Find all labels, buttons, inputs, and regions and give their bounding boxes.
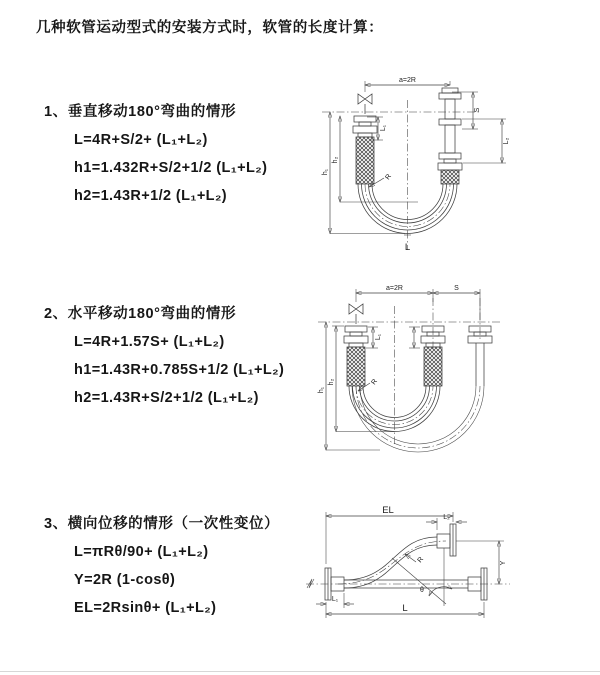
- valve-icon: [358, 94, 372, 114]
- section-horizontal-bend: [44, 304, 284, 412]
- dim-label-l2: L₂: [503, 137, 510, 145]
- section-3-formulas: [74, 538, 279, 622]
- radius-label: R: [416, 555, 426, 565]
- dim-label-l1: L₁: [380, 124, 387, 132]
- dim-label-l1: L₁: [331, 596, 339, 603]
- formula-h2: h2=1.43R+S/2+1/2 (L₁+L₂): [74, 390, 259, 406]
- dim-label-y: Y: [500, 560, 507, 566]
- section-2-heading: 2、水平移动180°弯曲的情形: [44, 306, 237, 322]
- dim-label-l: L: [402, 603, 408, 614]
- formula-length: L=πRθ/90+ (L₁+L₂): [74, 544, 209, 560]
- diagram-horizontal-bend: [310, 282, 592, 464]
- right-pipe-fitting: [438, 88, 462, 184]
- angle-construction: [392, 548, 452, 606]
- dim-label-l2: L₂: [443, 514, 450, 521]
- left-pipe-fitting: [353, 116, 377, 184]
- centerline-break-mark: [307, 579, 314, 588]
- dim-label-h2: h₂: [328, 378, 335, 386]
- page-title: 几种软管运动型式的安装方式时，软管的长度计算：: [36, 20, 384, 36]
- dim-label-s: S: [454, 285, 459, 292]
- formula-h1: h1=1.43R+0.785S+1/2 (L₁+L₂): [74, 362, 285, 378]
- formula-h2: h2=1.43R+1/2 (L₁+L₂): [74, 188, 228, 204]
- formula-h1: h1=1.432R+S/2+1/2 (L₁+L₂): [74, 160, 268, 176]
- dim-label-a2r: a=2R: [386, 285, 403, 292]
- formula-length: L=4R+1.57S+ (L₁+L₂): [74, 334, 225, 350]
- diagram-lateral-displacement: [298, 496, 600, 654]
- angle-label: θ: [420, 587, 424, 594]
- dim-label-el: EL: [382, 505, 394, 516]
- radius-label: R: [384, 173, 394, 182]
- section-lateral-displacement: [44, 514, 279, 622]
- section-2-formulas: [74, 328, 284, 412]
- section-vertical-bend: [44, 102, 267, 210]
- page-bottom-edge: [0, 671, 600, 672]
- dim-label-l1: L₁: [375, 333, 382, 341]
- section-1-heading: 1、垂直移动180°弯曲的情形: [44, 104, 237, 120]
- dim-label-h1: h₁: [322, 168, 329, 176]
- section-3-heading: 3、横向位移的情形（一次性变位）: [44, 516, 280, 532]
- formula-el: EL=2Rsinθ+ (L₁+L₂): [74, 600, 217, 616]
- dim-label-h1: h₁: [318, 386, 325, 394]
- formula-length: L=4R+S/2+ (L₁+L₂): [74, 132, 208, 148]
- valve-icon: [349, 304, 363, 324]
- dim-label-a2r: a=2R: [399, 77, 416, 84]
- left-pipe-fitting: [344, 326, 368, 386]
- length-label: L: [404, 242, 411, 253]
- diagram-vertical-bend: [310, 72, 592, 258]
- dim-label-s: S: [474, 107, 481, 113]
- hose-straight-position: [344, 580, 468, 588]
- radius-label: R: [370, 378, 380, 387]
- dim-label-h2: h₂: [332, 156, 339, 164]
- section-1-formulas: [74, 126, 267, 210]
- upper-flange-displaced: [437, 524, 456, 556]
- formula-y: Y=2R (1-cosθ): [74, 572, 176, 588]
- hose-u-bend-shifted: [352, 386, 484, 452]
